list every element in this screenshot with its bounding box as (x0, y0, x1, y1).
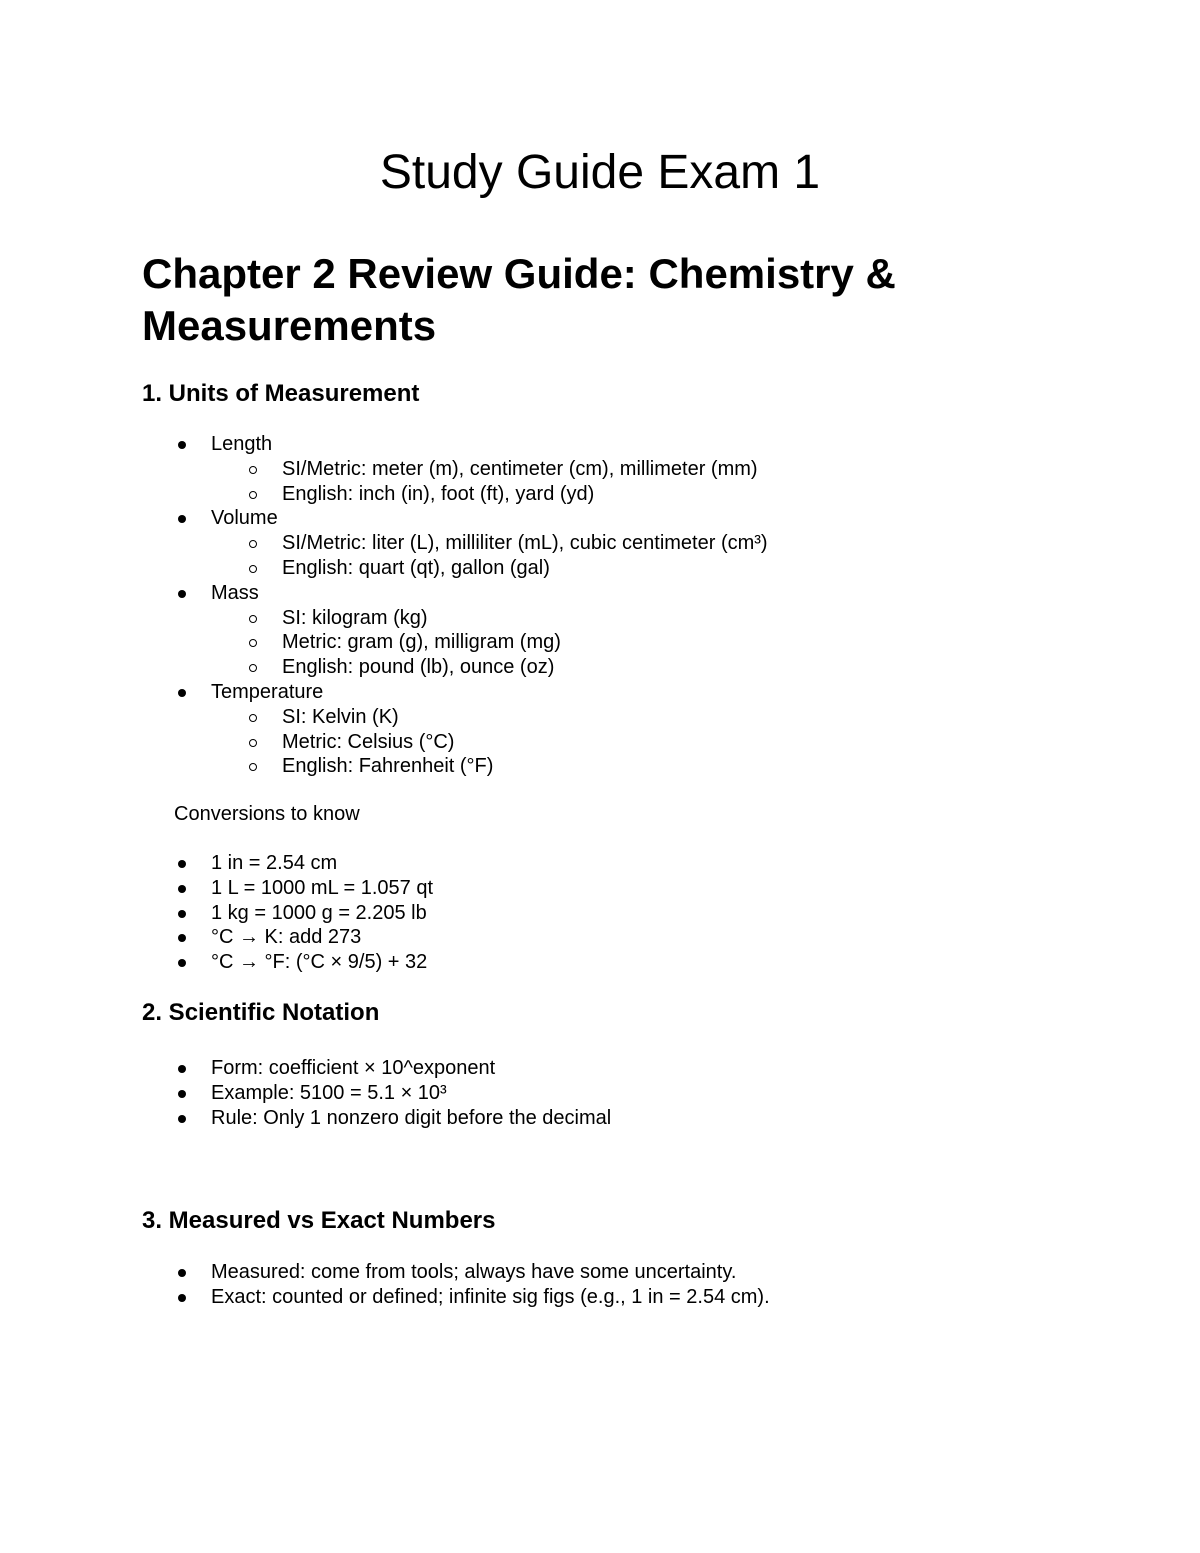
disc-bullet-icon (178, 689, 186, 697)
notation-list (0, 1056, 611, 1130)
list-item: °C → °F: (°C × 9/5) + 32 (0, 950, 433, 975)
circle-bullet-icon (249, 491, 257, 499)
list-item: Mass (0, 581, 768, 606)
disc-bullet-icon (178, 441, 186, 449)
list-item: SI: kilogram (kg) (0, 606, 768, 631)
conversions-label: Conversions to know (174, 803, 360, 825)
conversions-list (0, 851, 433, 975)
list-item: SI/Metric: meter (m), centimeter (cm), millimeter (mm) (0, 457, 768, 482)
disc-bullet-icon (178, 885, 186, 893)
disc-bullet-icon (178, 1269, 186, 1277)
section-heading-units: 1. Units of Measurement (142, 380, 420, 407)
disc-bullet-icon (178, 1065, 186, 1073)
list-item: Form: coefficient × 10^exponent (0, 1056, 611, 1081)
units-list (0, 432, 768, 779)
list-item: 1 kg = 1000 g = 2.205 lb (0, 901, 433, 926)
list-item: Metric: Celsius (°C) (0, 730, 768, 755)
circle-bullet-icon (249, 714, 257, 722)
chapter-title: Chapter 2 Review Guide: Chemistry & Measurements (142, 250, 896, 349)
list-item: Length (0, 432, 768, 457)
circle-bullet-icon (249, 664, 257, 672)
disc-bullet-icon (178, 1115, 186, 1123)
disc-bullet-icon (178, 590, 186, 598)
circle-bullet-icon (249, 639, 257, 647)
list-item: 1 L = 1000 mL = 1.057 qt (0, 876, 433, 901)
list-item: Rule: Only 1 nonzero digit before the decimal (0, 1106, 611, 1131)
disc-bullet-icon (178, 959, 186, 967)
circle-bullet-icon (249, 739, 257, 747)
list-item: SI/Metric: liter (L), milliliter (mL), cubic centimeter (cm³) (0, 531, 768, 556)
list-item: Exact: counted or defined; infinite sig figs (e.g., 1 in = 2.54 cm). (0, 1285, 770, 1310)
disc-bullet-icon (178, 860, 186, 868)
circle-bullet-icon (249, 466, 257, 474)
list-item: Metric: gram (g), milligram (mg) (0, 630, 768, 655)
circle-bullet-icon (249, 615, 257, 623)
list-item: 1 in = 2.54 cm (0, 851, 433, 876)
list-item: English: Fahrenheit (°F) (0, 754, 768, 779)
list-item: °C → K: add 273 (0, 925, 433, 950)
section-heading-notation: 2. Scientific Notation (142, 999, 380, 1026)
measured-list (0, 1260, 770, 1310)
document-title: Study Guide Exam 1 (379, 146, 821, 199)
disc-bullet-icon (178, 1090, 186, 1098)
circle-bullet-icon (249, 565, 257, 573)
section-heading-measured: 3. Measured vs Exact Numbers (142, 1207, 496, 1234)
list-item: English: pound (lb), ounce (oz) (0, 655, 768, 680)
list-item: Example: 5100 = 5.1 × 10³ (0, 1081, 611, 1106)
disc-bullet-icon (178, 934, 186, 942)
disc-bullet-icon (178, 1294, 186, 1302)
circle-bullet-icon (249, 540, 257, 548)
list-item: English: quart (qt), gallon (gal) (0, 556, 768, 581)
disc-bullet-icon (178, 910, 186, 918)
list-item: SI: Kelvin (K) (0, 705, 768, 730)
list-item: Measured: come from tools; always have some uncertainty. (0, 1260, 770, 1285)
circle-bullet-icon (249, 763, 257, 771)
list-item: English: inch (in), foot (ft), yard (yd) (0, 482, 768, 507)
list-item: Temperature (0, 680, 768, 705)
disc-bullet-icon (178, 515, 186, 523)
list-item: Volume (0, 506, 768, 531)
